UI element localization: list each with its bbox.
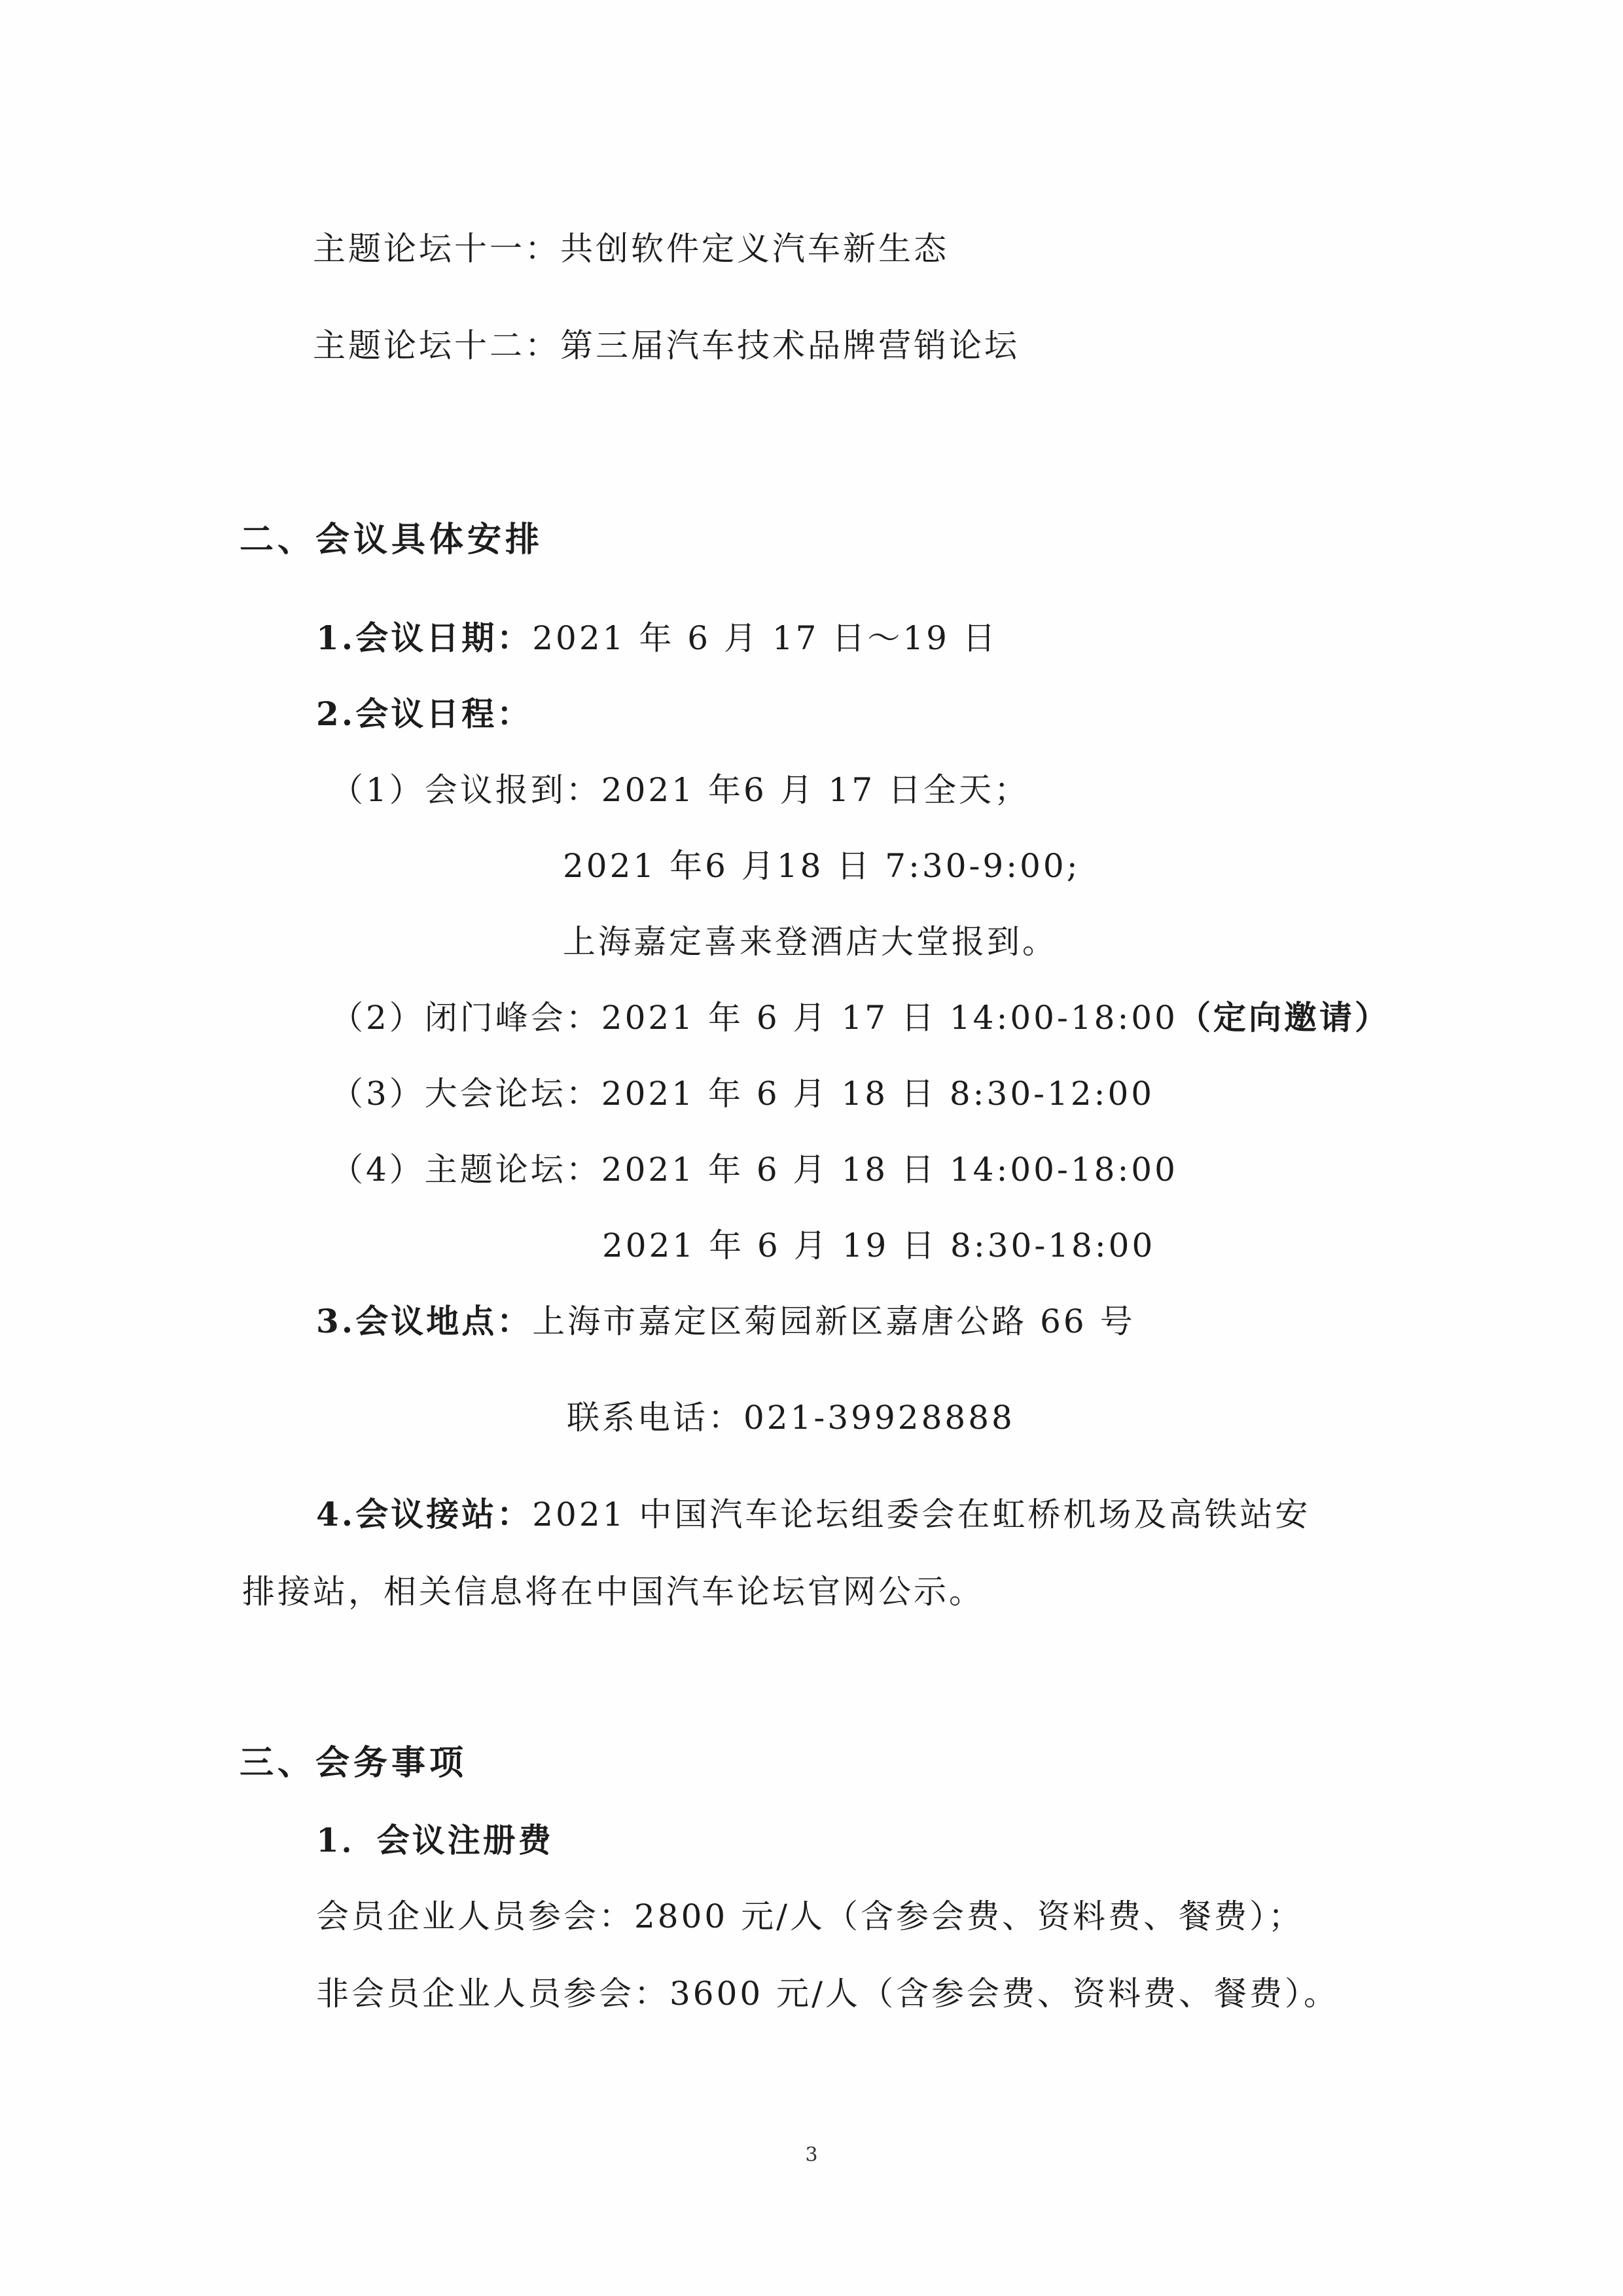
registration-fee-title: 1．会议注册费 [316, 1821, 554, 1859]
meeting-pickup [316, 1494, 1310, 1535]
meeting-venue-label: 3.会议地点： [316, 1302, 533, 1340]
meeting-pickup-line-2: 排接站，相关信息将在中国汽车论坛官网公示。 [242, 1573, 984, 1611]
forum-item-12: 主题论坛十二：第三届汽车技术品牌营销论坛 [313, 327, 1020, 365]
contact-phone: 联系电话：021-39928888 [567, 1399, 1015, 1437]
plenary-forum: （3）大会论坛：2021 年 6 月 18 日 8:30-12:00 [330, 1075, 1155, 1113]
closed-summit-text: （2）闭门峰会：2021 年 6 月 17 日 14:00-18:00 [330, 999, 1178, 1037]
nonmember-fee: 非会员企业人员参会：3600 元/人（含参会费、资料费、餐费）。 [316, 1975, 1339, 2013]
meeting-pickup-line-1: 2021 中国汽车论坛组委会在虹桥机场及高铁站安 [532, 1496, 1311, 1534]
meeting-date [316, 617, 998, 659]
registration-line-1: （1）会议报到：2021 年6 月 17 日全天； [330, 771, 1030, 809]
schedule-label: 2.会议日程： [316, 694, 533, 733]
member-fee: 会员企业人员参会：2800 元/人（含参会费、资料费、餐费）； [316, 1897, 1304, 1935]
meeting-date-label: 1.会议日期： [316, 619, 533, 657]
meeting-venue [316, 1300, 1135, 1342]
theme-forum-line-1: （4）主题论坛：2021 年 6 月 18 日 14:00-18:00 [330, 1151, 1178, 1189]
section-2-heading: 二、会议具体安排 [240, 520, 544, 560]
forum-item-11: 主题论坛十一：共创软件定义汽车新生态 [313, 230, 949, 268]
meeting-venue-value: 上海市嘉定区菊园新区嘉唐公路 66 号 [532, 1302, 1135, 1340]
page-number: 3 [805, 2144, 818, 2166]
registration-line-2: 2021 年6 月18 日 7:30-9:00; [563, 847, 1080, 885]
meeting-date-value: 2021 年 6 月 17 日～19 日 [532, 619, 998, 657]
closed-summit [330, 997, 1390, 1039]
closed-summit-note: （定向邀请） [1177, 998, 1390, 1037]
meeting-pickup-label: 4.会议接站： [316, 1495, 533, 1534]
section-3-heading: 三、会务事项 [240, 1743, 468, 1783]
registration-line-3: 上海嘉定喜来登酒店大堂报到。 [563, 923, 1058, 961]
theme-forum-line-2: 2021 年 6 月 19 日 8:30-18:00 [602, 1227, 1156, 1265]
